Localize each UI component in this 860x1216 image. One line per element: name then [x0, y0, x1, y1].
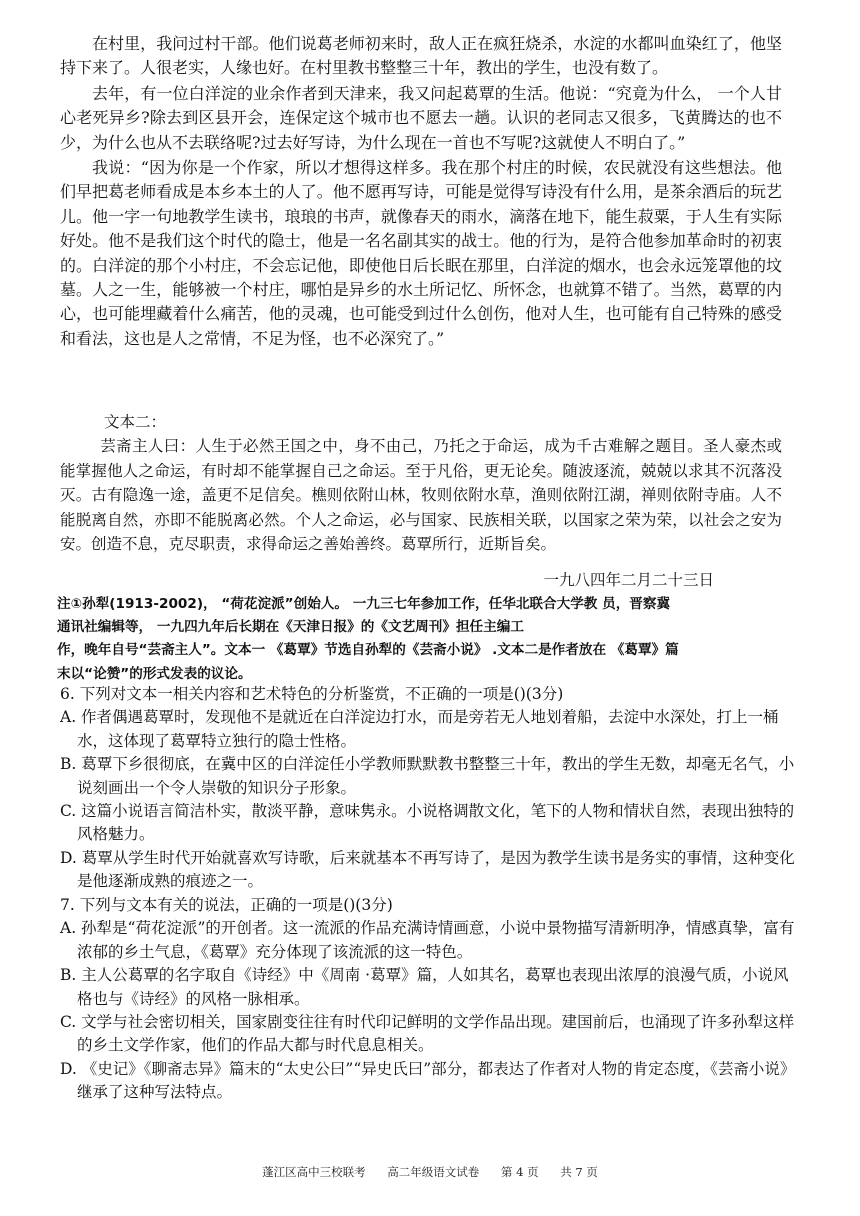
question-6-option-b: B. 葛覃下乡很彻底，在冀中区的白洋淀任小学教师默默教书整整三十年，教出的学生无数，却毫无名气，小说刻画出一个令人崇敬的知识分子形象。 — [60, 755, 795, 797]
text-two-body: 芸斋主人曰：人生于必然王国之中，身不由己，乃托之于命运，成为千古难解之题目。圣人豪杰或能掌握他人之命运，有时却不能掌握自己之命运。至于凡俗，更无论矣。随波逐流，兢兢以求其不沉落没灭。古有隐逸一途，盖更不足信矣。樵则依附山林，牧则依附水草，渔则依附江湖，禅则依附寺庙。人不能脱离自然，亦即不能脱离必然。个人之命运，必与国家、民族相关联，以国家之荣为荣，以社会之安为安。创造不息，克尽职责，求得命运之善始善终。葛覃所行，近斯旨矣。 — [60, 437, 782, 554]
question-7-option-c: C. 文学与社会密切相关，国家剧变往往有时代印记鲜明的文学作品出现。建国前后，也涌现了许多孙犁这样的乡土文学作家，他们的作品大都与时代息息相关。 — [60, 1013, 795, 1055]
text-two-section — [60, 410, 782, 556]
question-6-stem: 6. 下列对文本一相关内容和艺术特色的分析鉴赏，不正确的一项是()(3分) — [60, 685, 564, 703]
text-two-date: 一九八四年二月二十三日 — [543, 571, 714, 589]
text-two-heading: 文本二： — [104, 413, 167, 431]
author-note — [57, 593, 807, 686]
author-note-line: 作，晚年自号“芸斋主人”。文本一 《葛覃》节选自孙犁的《芸斋小说》 .文本二是作者放在 《葛覃》篇 — [57, 642, 679, 659]
question-7-option-b: B. 主人公葛覃的名字取自《诗经》中《周南 ·葛覃》篇，人如其名，葛覃也表现出浓厚的浪漫气质，小说风格也与《诗经》的风格一脉相承。 — [60, 966, 789, 1008]
footer-school: 蓬江区高中三校联考 — [262, 1165, 366, 1179]
footer-total-pages: 共 7 页 — [560, 1165, 598, 1179]
text-one-paragraph-3: 我说：“因为你是一个作家，所以才想得这样多。我在那个村庄的时候，农民就没有这些想法。他们早把葛老师看成是本乡本土的人了。他不愿再写诗，可能是觉得写诗没有什么用，是茶余酒后的玩艺儿。他一字一句地教学生读书，琅琅的书声，就像春天的雨水，滴落在地下，能生菽粟，于人生有实际好处。他不是我们这个时代的隐士，他是一名名副其实的战士。他的行为，是符合他参加革命时的初衷的。白洋淀的那个小村庄，不会忘记他，即使他日后长眠在那里，白洋淀的烟水，也会永远笼罩他的坟墓。人之一生，能够被一个村庄，哪怕是异乡的水土所记忆、所怀念，也就算不错了。当然，葛覃的内心，也可能埋藏着什么痛苦，他的灵魂，也可能受到过什么创伤，他对人生，也可能有自己特殊的感受和看法，这也是人之常情，不足为怪，也不必深究了。” — [60, 158, 782, 348]
question-7-stem: 7. 下列与文本有关的说法，正确的一项是()(3分) — [60, 896, 393, 914]
author-note-line: 通讯社编辑等， 一九四九年后长期在《天津日报》的《文艺周刊》担任主编工 — [57, 619, 524, 636]
page-footer — [0, 1164, 860, 1180]
text-one-paragraph-1: 在村里，我问过村干部。他们说葛老师初来时，敌人正在疯狂烧杀，水淀的水都叫血染红了，他坚持下来了。人很老实，人缘也好。在村里教书整整三十年，教出的学生，也没有数了。 — [60, 34, 782, 78]
question-7-option-a: A. 孙犁是“荷花淀派”的开创者。这一流派的作品充满诗情画意，小说中景物描写清新明净，情感真挚，富有浓郁的乡土气息，《葛覃》充分体现了该流派的这一特色。 — [60, 919, 795, 961]
footer-page-number: 第 4 页 — [500, 1165, 539, 1179]
question-6-option-a: A. 作者偶遇葛覃时，发现他不是就近在白洋淀边打水，而是旁若无人地划着船，去淀中水深处，打上一桶水，这体现了葛覃特立独行的隐士性格。 — [60, 708, 779, 750]
question-7 — [60, 894, 800, 1105]
question-7-option-d: D. 《史记》《聊斋志异》篇末的“太史公曰”“异史氏曰”部分，都表达了作者对人物的肯定态度，《芸斋小说》继承了这种写法特点。 — [60, 1059, 796, 1102]
footer-exam: 高二年级语文试卷 — [387, 1165, 480, 1179]
author-note-line: 注①孙犁(1913-2002)， “荷花淀派”创始人。 一九三七年参加工作，任华北联合大学教 员，晋察冀 — [57, 596, 671, 612]
text-one-paragraph-2: 去年，有一位白洋淀的业余作者到天津来，我又问起葛覃的生活。他说：“究竟为什么， 一个人甘心老死异乡?除去到区县开会，连保定这个城市也不愿去一趟。认识的老同志又很多，飞黄腾达的也不少，为什么也从不去联络呢?过去好写诗，为什么现在一首也不写呢?这就使人不明白了。” — [60, 83, 782, 152]
question-6-option-c: C. 这篇小说语言简洁朴实，散淡平静，意味隽永。小说格调散文化，笔下的人物和情状自然，表现出独特的风格魅力。 — [60, 802, 795, 844]
author-note-line: 末以“论赞”的形式发表的议论。 — [57, 665, 252, 682]
question-6 — [60, 683, 800, 894]
question-6-option-d: D. 葛覃从学生时代开始就喜欢写诗歌，后来就基本不再写诗了，是因为教学生读书是务实的事情，这种变化是他逐渐成熟的痕迹之一。 — [60, 848, 795, 891]
text-one-passage — [60, 32, 782, 351]
